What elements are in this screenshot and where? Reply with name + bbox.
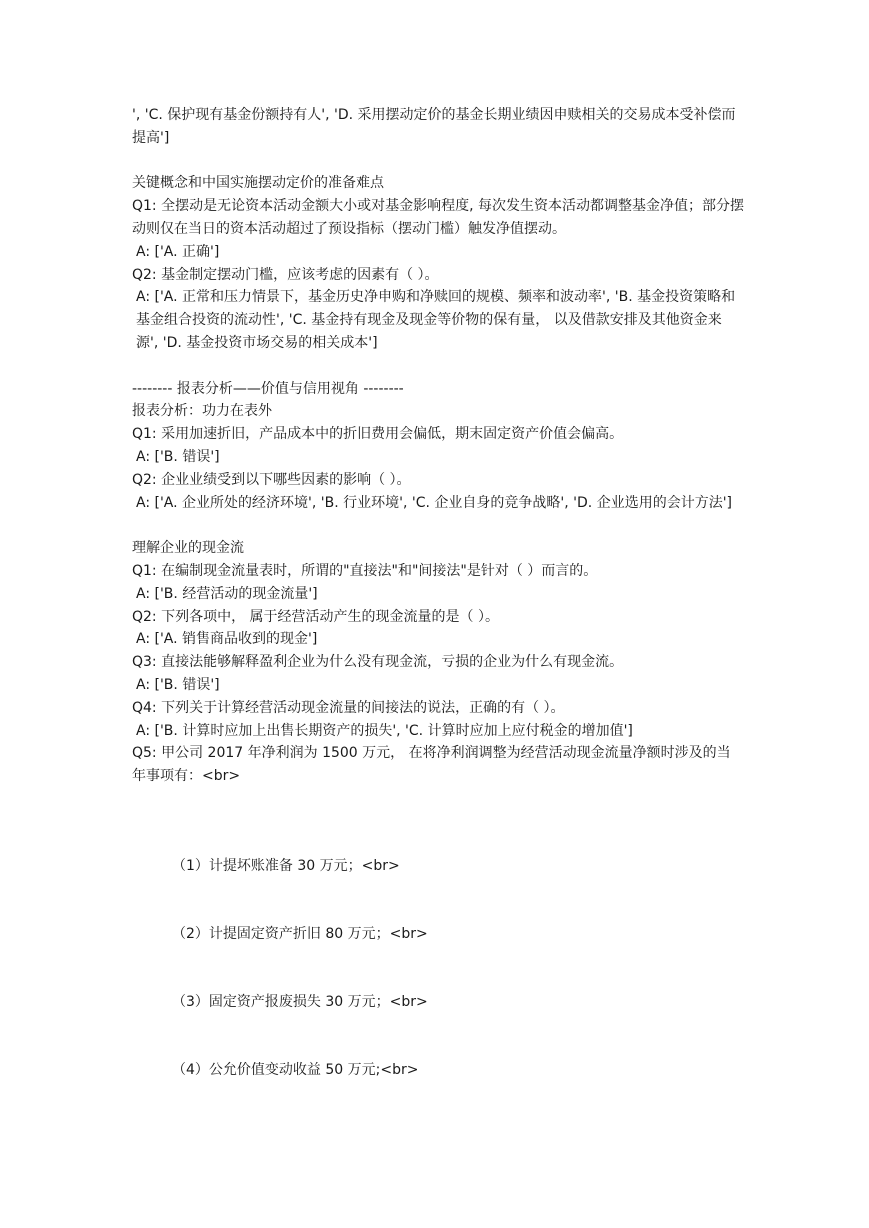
list-item: （3）固定资产报废损失 30 万元；<br>: [172, 994, 428, 1010]
section-title-cash-flow: 理解企业的现金流: [132, 540, 244, 557]
list-item: （4）公允价值变动收益 50 万元;<br>: [172, 1062, 419, 1078]
answer-text: A: ['B. 错误']: [136, 448, 220, 465]
answer-text: A: ['A. 正确']: [136, 243, 220, 260]
question-text: Q1: 全摆动是无论资本活动金额大小或对基金影响程度, 每次发生资本活动都调整基金净值；部分摆动则仅在当日的资本活动超过了预设指标（摆动门槛）触发净值摆动。: [132, 198, 744, 237]
section-title-swing-pricing: 关键概念和中国实施摆动定价的准备难点: [132, 175, 384, 192]
question-text: Q2: 企业业绩受到以下哪些因素的影响（ ）。: [132, 471, 411, 488]
document-body: [132, 104, 744, 788]
question-text: Q1: 在编制现金流量表时，所谓的"直接法"和"间接法"是针对（ ）而言的。: [132, 562, 598, 579]
answer-text: A: ['A. 销售商品收到的现金']: [136, 631, 318, 648]
question-text: Q2: 下列各项中， 属于经营活动产生的现金流量的是（ ）。: [132, 608, 499, 625]
list-item: （1）计提坏账准备 30 万元；<br>: [172, 858, 400, 874]
answer-text: A: ['A. 企业所处的经济环境', 'B. 行业环境', 'C. 企业自身的竞争战略', 'D. 企业选用的会计方法']: [136, 494, 733, 511]
section-title-statement-analysis: 报表分析：功力在表外: [132, 403, 272, 420]
question-text: Q4: 下列关于计算经营活动现金流量的间接法的说法，正确的有（ ）。: [132, 699, 565, 716]
answer-continuation: ', 'C. 保护现有基金份额持有人', 'D. 采用摆动定价的基金长期业绩因申赎相关的交易成本受补偿而提高']: [132, 107, 736, 146]
answer-text: A: ['B. 错误']: [136, 676, 220, 693]
question-text: Q3: 直接法能够解释盈利企业为什么没有现金流，亏损的企业为什么有现金流。: [132, 654, 624, 671]
question-text: Q5: 甲公司 2017 年净利润为 1500 万元， 在将净利润调整为经营活动现金流量净额时涉及的当年事项有：<br>: [132, 745, 731, 785]
answer-text: A: ['B. 计算时应加上出售长期资产的损失', 'C. 计算时应加上应付税金的增加值']: [136, 722, 633, 739]
course-divider: -------- 报表分析——价值与信用视角 --------: [132, 380, 404, 397]
answer-text: A: ['B. 经营活动的现金流量']: [136, 585, 318, 602]
question-text: Q2: 基金制定摆动门槛，应该考虑的因素有（ ）。: [132, 266, 439, 283]
list-item: （2）计提固定资产折旧 80 万元；<br>: [172, 926, 428, 942]
question-text: Q1: 采用加速折旧，产品成本中的折旧费用会偏低，期末固定资产价值会偏高。: [132, 426, 624, 443]
answer-text: A: ['A. 正常和压力情景下，基金历史净申购和净赎回的规模、频率和波动率', 'B. 基金投资策略和基金组合投资的流动性', 'C. 基金持有现金及现金等价物的保有量， 以及借款安排及其他资金来源', 'D. 基金投资市场交易的相关成本']: [136, 289, 736, 351]
